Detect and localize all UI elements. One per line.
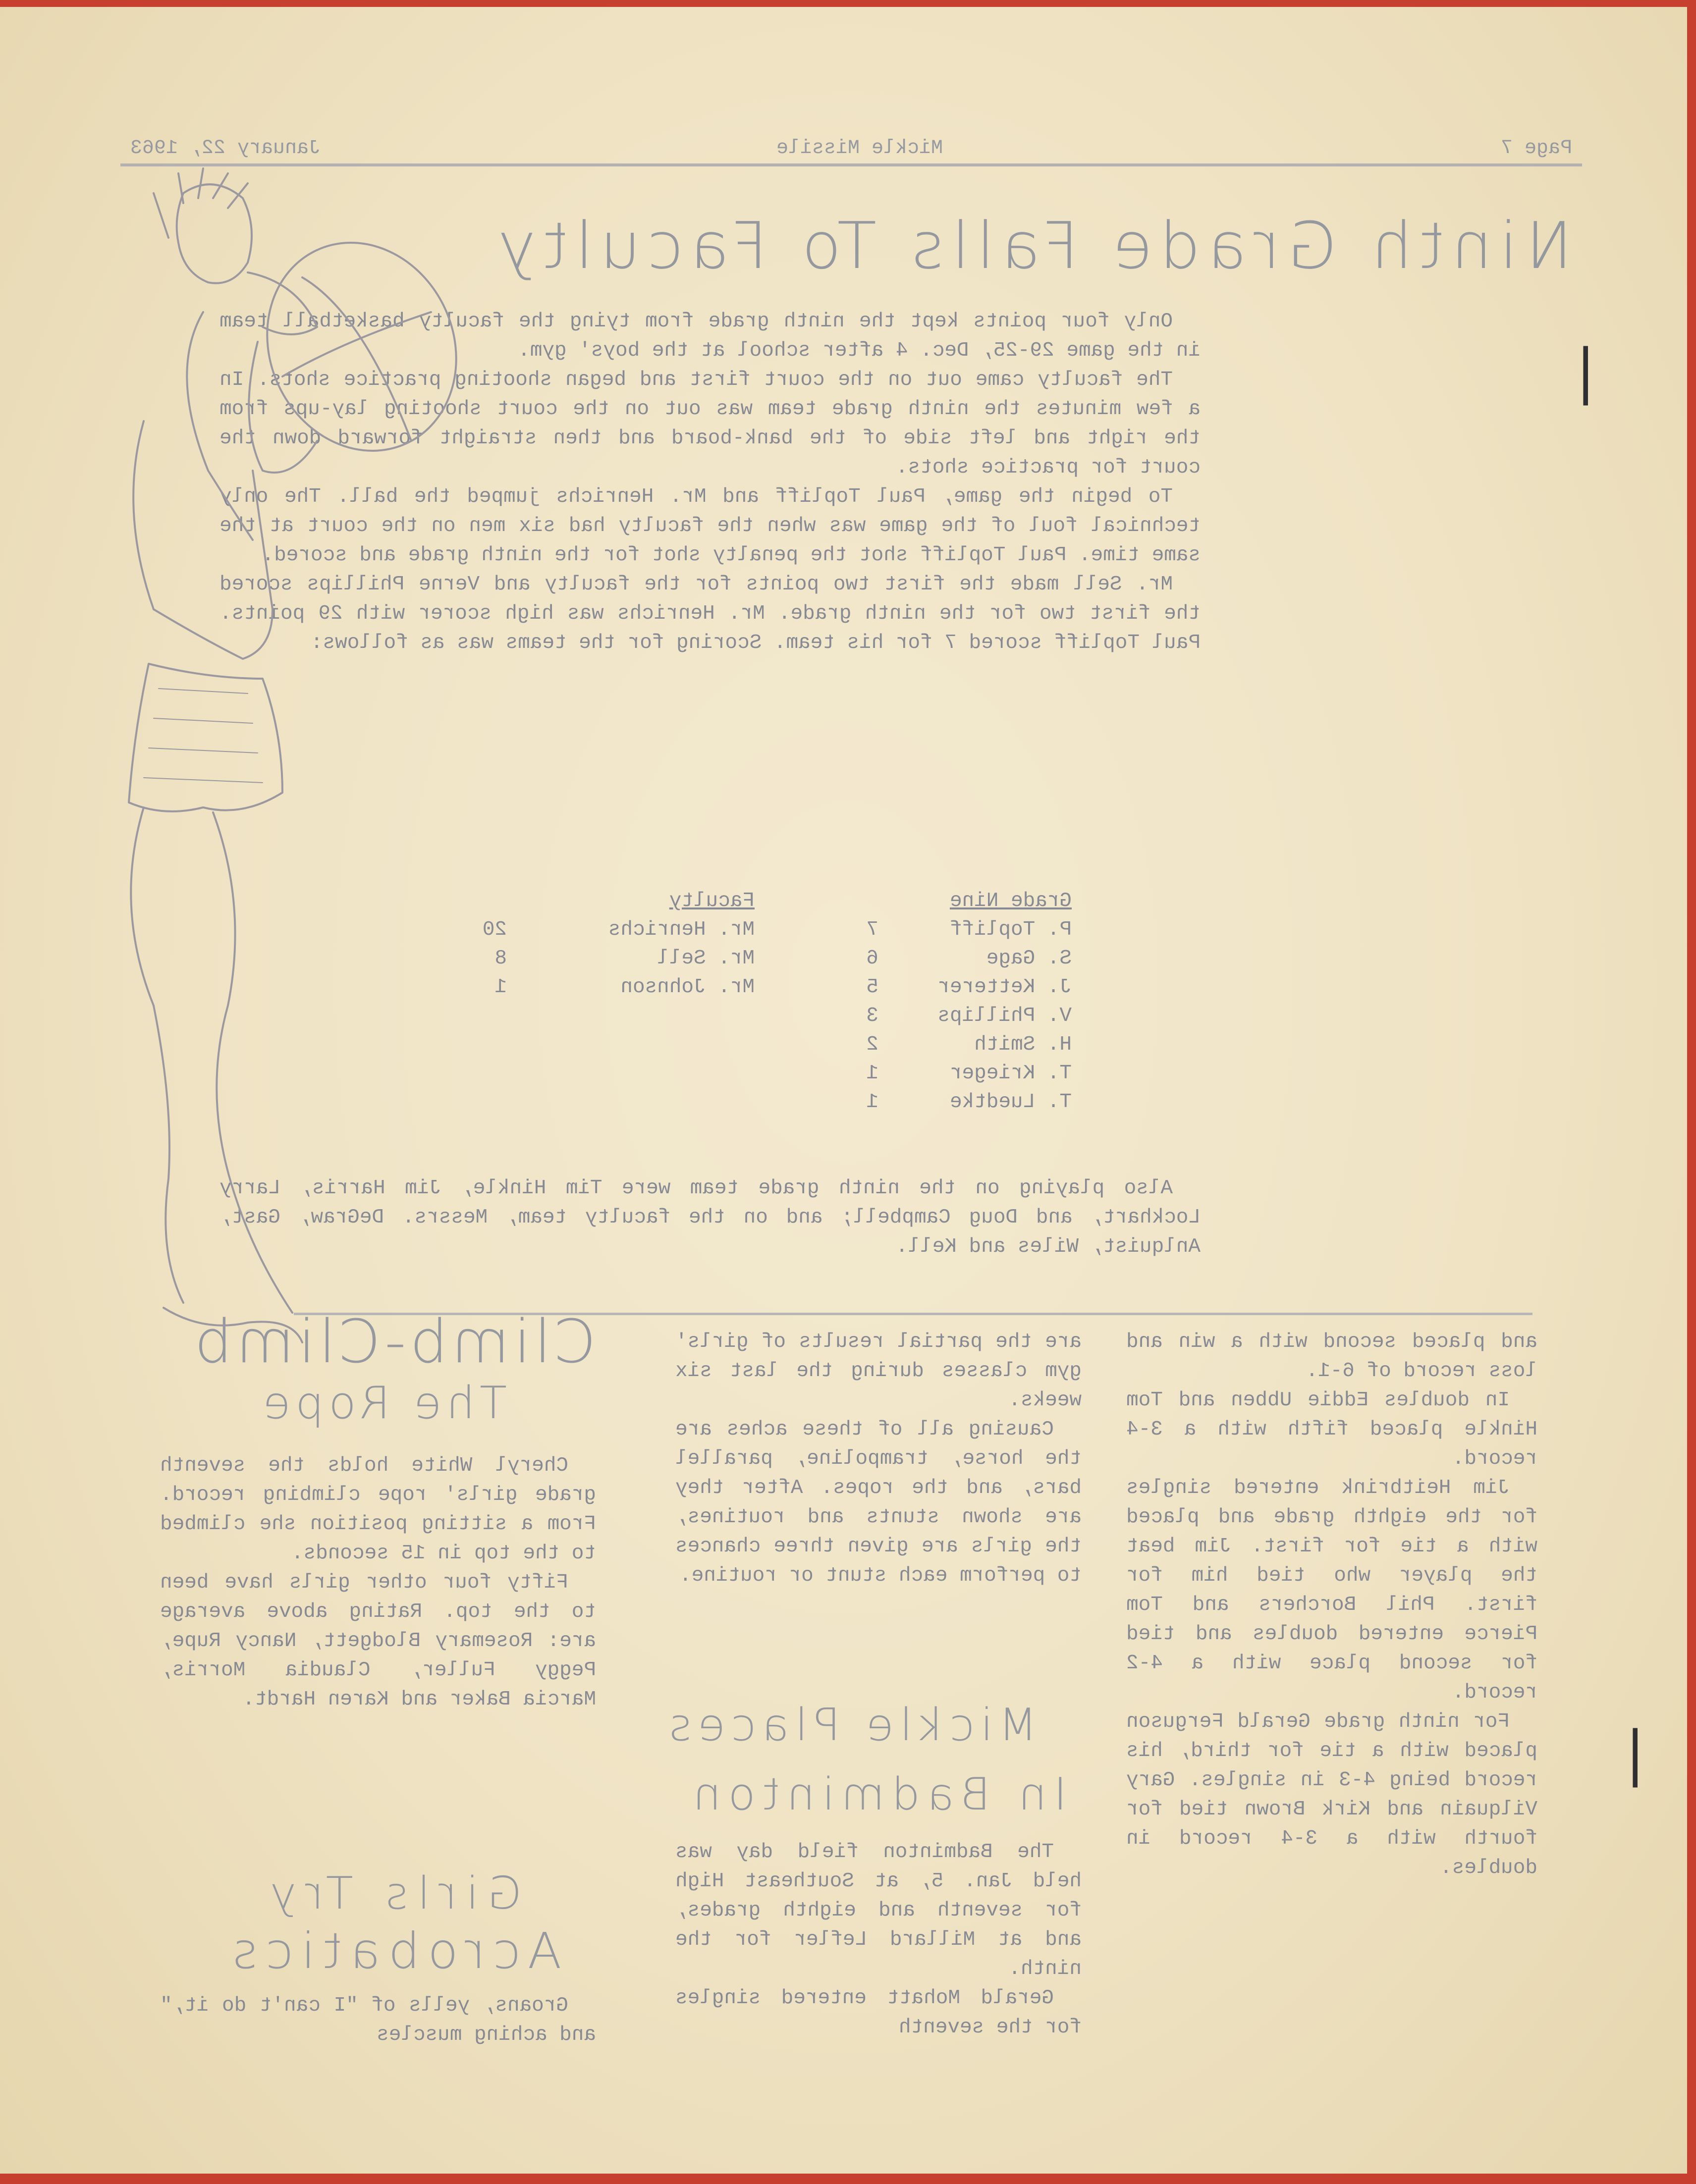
acro-headline-2: Acrobatics: [224, 1922, 561, 1980]
acro-paragraph: Causing all of these aches are the horse, trampoline, parallel bars, and the ropes. After they are shown stunts and routines, the girls are given three chances to perform each stunt or routine.: [675, 1418, 1082, 1587]
acro-headline-1: Girls Try: [261, 1867, 522, 1919]
closing-paragraph: Also playing on the ninth grade team were Tim Hinkle, Jim Harris, Larry Lockhart, and Doug Campbell; and on the faculty team, Messrs. DeGraw, Gast, Anlquist, Wiles and Kell.: [219, 1177, 1201, 1258]
acro-story-continued: [675, 1328, 1082, 1591]
badminton-paragraph: For ninth grade Gerald Ferguson placed with a tie for third, his record being 4-3 in singles. Gary Vilquain and Kirk Brown tied for fourth with a 3-4 record in doubles.: [1126, 1710, 1537, 1879]
badminton-paragraph: Jim Heitbrink entered singles for the eighth grade and placed with a tie for first. Jim beat the player who tied him for first. Phil Borchers and Tom Pierce entered doubles and tied for second place with a 4-2 record.: [1126, 1477, 1537, 1704]
grade-nine-score-row: [866, 944, 1072, 973]
grade-nine-player-points: 5: [866, 976, 878, 999]
grade-nine-player-name: J. Ketterer: [937, 976, 1072, 999]
grade-nine-player-name: V. Phillips: [937, 1005, 1072, 1027]
rope-headline-2: The Rope: [258, 1377, 507, 1429]
grade-nine-score-row: [866, 1059, 1072, 1088]
grade-nine-score-row: [866, 1002, 1072, 1030]
faculty-player-name: Mr. Johnson: [620, 976, 755, 999]
binding-mark-top: |: [1576, 337, 1596, 406]
header-date: January 22, 1963: [130, 137, 321, 160]
main-paragraph: To begin the game, Paul Topliff and Mr. Henrichs jumped the ball. The only technical foul of the game was when the faculty had six men on the court at the same time. Paul Topliff shot the penalty shot for the ninth grade and scored.: [219, 485, 1201, 567]
grade-nine-player-points: 1: [866, 1091, 878, 1114]
grade-nine-player-name: H. Smith: [974, 1033, 1072, 1056]
page-header: [120, 124, 1582, 166]
grade-nine-score-row: [866, 1088, 1072, 1117]
binding-mark-bottom: |: [1625, 1719, 1645, 1788]
badminton-story-body: [675, 1838, 1082, 2042]
grade-nine-player-points: 7: [866, 918, 878, 941]
badminton-paragraph: In doubles Eddie Ubben and Tom Hinkle placed fifth with a 3-4 record.: [1126, 1389, 1537, 1470]
faculty-score-row: [482, 915, 755, 944]
main-paragraph: Mr. Sell made the first two points for the faculty and Verne Phillips scored the first two for the ninth grade. Mr. Henrichs was high scorer with 29 points. Paul Topliff scored 7 for his team. Scoring for the teams was as follows:: [219, 573, 1201, 654]
header-page-number: Page 7: [1500, 137, 1572, 160]
grade-nine-player-points: 2: [866, 1033, 878, 1056]
main-headline: Ninth Grade Falls To Faculty: [491, 208, 1572, 283]
acro-paragraph: are the partial results of girls' gym classes during the last six weeks.: [675, 1331, 1082, 1412]
badminton-headline-2: In Badminton: [686, 1768, 1067, 1820]
faculty-header: Faculty: [669, 890, 755, 912]
grade-nine-header: Grade Nine: [949, 890, 1072, 912]
grade-nine-player-name: T. Krieger: [949, 1062, 1072, 1085]
grade-nine-player-points: 3: [866, 1005, 878, 1027]
rope-headline-1: Climb-Climb: [190, 1308, 596, 1377]
grade-nine-player-name: S. Gage: [986, 947, 1072, 970]
badminton-paragraph: The Badminton field day was held Jan. 5, at Southeast High for seventh and eighth grades, and at Millard Lefler for the ninth.: [675, 1841, 1082, 1980]
rope-paragraph: Fifty four other girls have been to the top. Rating above average are: Rosemary Blodgett, Nancy Rupe, Peggy Fuller, Claudia Morris, Marcia Baker and Karen Hardt.: [160, 1571, 596, 1711]
faculty-score-row: [494, 973, 755, 1002]
grade-nine-player-name: T. Luedtke: [949, 1091, 1072, 1114]
grade-nine-score-row: [866, 973, 1072, 1002]
badminton-paragraph: Gerald Mohatt entered singles for the seventh: [675, 1987, 1082, 2039]
faculty-player-points: 1: [494, 976, 507, 999]
rope-paragraph: Cheryl White holds the seventh grade girls' rope climbing record. From a sitting position she climbed to the top in 15 seconds.: [160, 1454, 596, 1565]
rope-story-body: [160, 1451, 596, 1714]
header-paper-name: Mickle Missile: [776, 137, 943, 160]
badminton-continued-column: [1126, 1328, 1537, 1883]
main-paragraph: Only four points kept the ninth grade from tying the faculty basketball team in the game 29-25, Dec. 4 after school at the boys' gym.: [219, 310, 1201, 362]
grade-nine-score-row: [866, 915, 1072, 944]
faculty-player-name: Mr. Sell: [657, 947, 755, 970]
acro-story-start: [160, 1991, 596, 2050]
badminton-headline-1: Mickle Places: [662, 1699, 1037, 1751]
grade-nine-player-points: 1: [866, 1062, 878, 1085]
faculty-score-row: [494, 944, 755, 973]
grade-nine-player-points: 6: [866, 947, 878, 970]
badminton-paragraph: and placed second with a win and loss record of 6-1.: [1126, 1331, 1537, 1383]
grade-nine-score-row: [866, 1030, 1072, 1059]
faculty-player-points: 8: [494, 947, 507, 970]
faculty-player-points: 20: [482, 918, 507, 941]
acro-paragraph: Groans, yells of "I can't do it," and aching muscles: [160, 1994, 596, 2046]
faculty-player-name: Mr. Henrichs: [608, 918, 755, 941]
grade-nine-player-name: P. Topliff: [949, 918, 1072, 941]
main-paragraph: The faculty came out on the court first and began shooting practice shots. In a few minutes the ninth grade team was out on the court shooting lay-ups from the right and left side of the bank-board and then straight forward down the court for practice shots.: [219, 369, 1201, 479]
basketball-player-sketch: [84, 163, 491, 1362]
